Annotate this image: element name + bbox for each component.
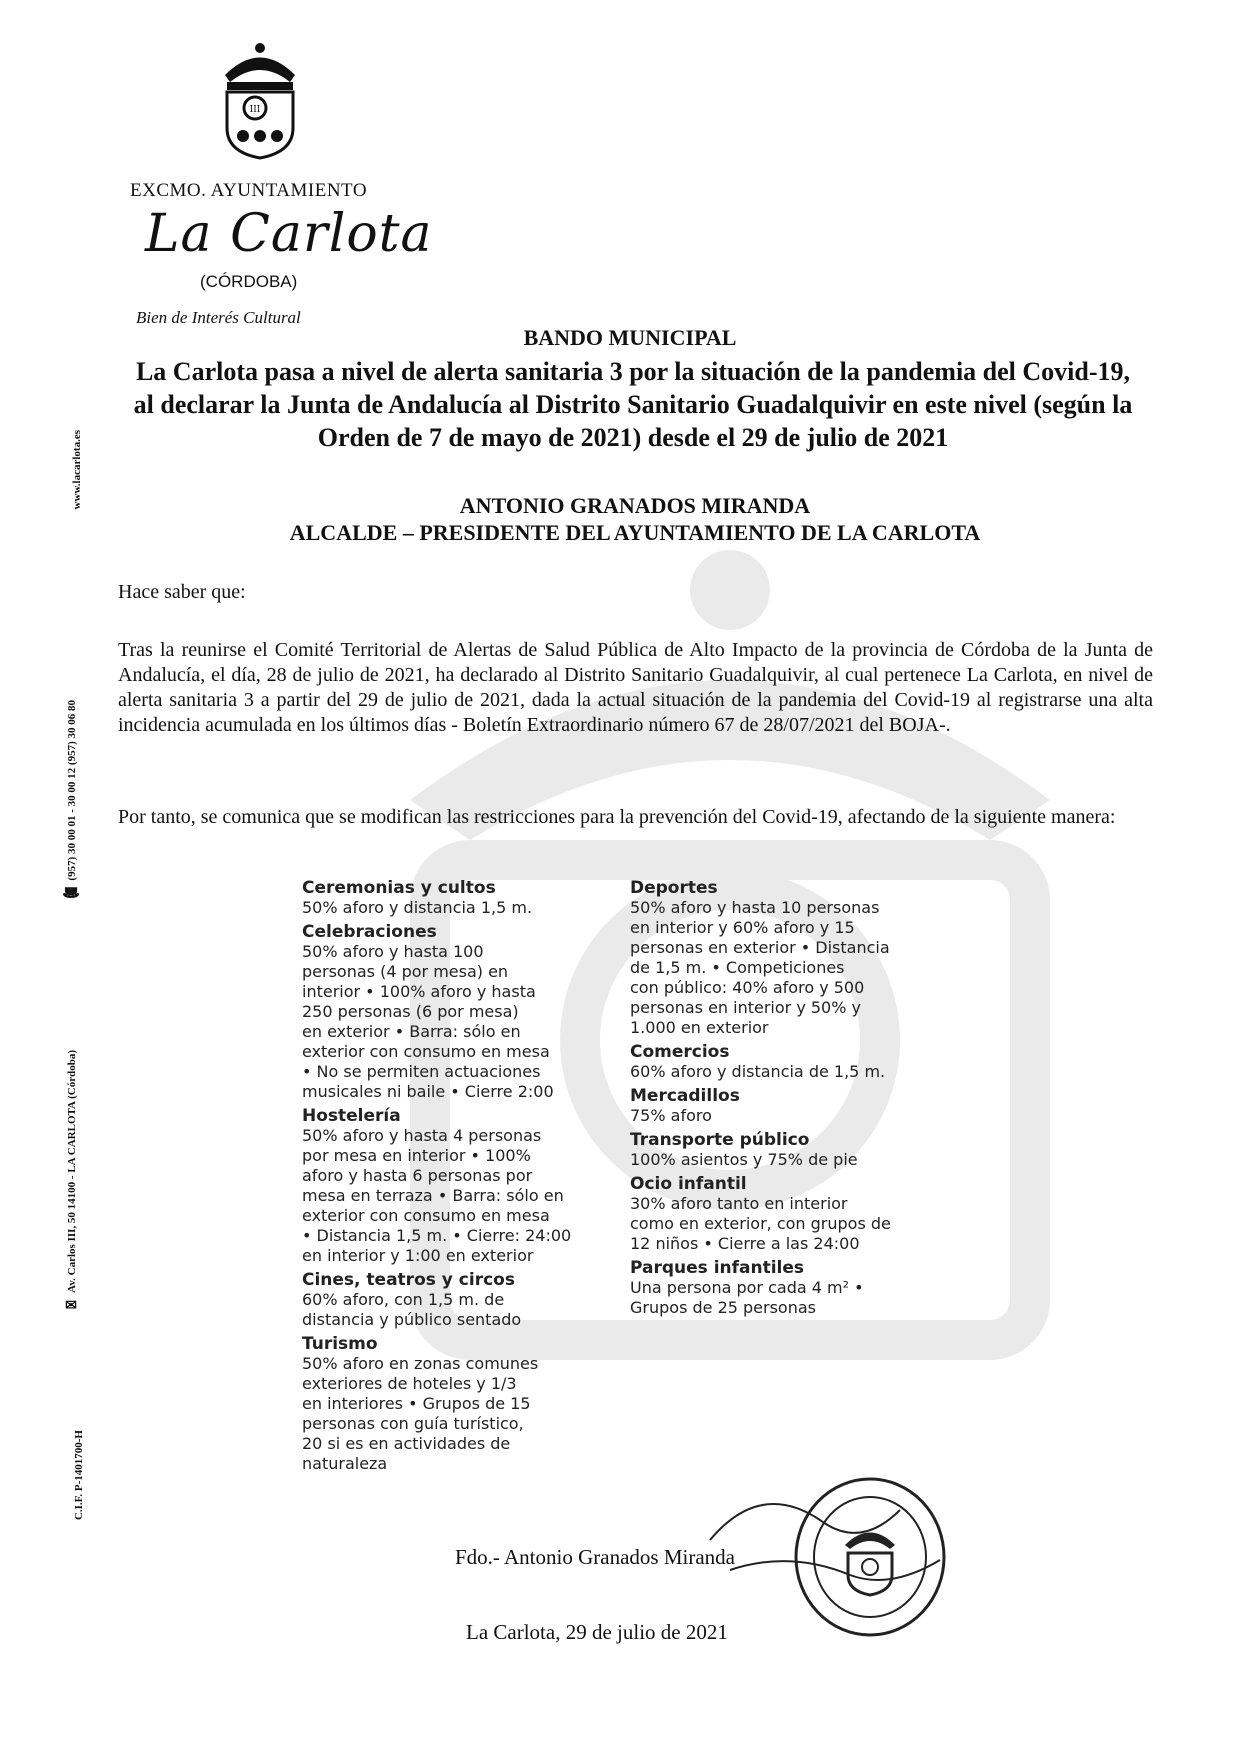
- restriction-text: 60% aforo, con 1,5 m. de distancia y público sentado: [302, 1290, 522, 1329]
- restriction-item: [302, 1270, 602, 1330]
- restriction-item: [302, 1106, 602, 1266]
- side-addr-line2: 14100 - LA CARLOTA (Córdoba): [66, 1050, 78, 1210]
- mayor-block: [0, 492, 1240, 546]
- restriction-text: 50% aforo y hasta 100 personas (4 por mesa) en interior • 100% aforo y hasta 250 personas (6 por mesa) en exterior • Barra: sólo en exterior con consumo en mesa • No se permiten actuaciones musicales ni baile • Cierre 2:00: [302, 942, 554, 1101]
- restriction-text: 100% asientos y 75% de pie: [630, 1150, 858, 1169]
- restriction-item: [630, 1086, 930, 1126]
- letterhead-tagline: Bien de Interés Cultural: [136, 308, 301, 327]
- restriction-text: 50% aforo y hasta 10 personas en interior y 60% aforo y 15 personas en exterior • Distancia de 1,5 m. • Competiciones con público: 40% aforo y 500 personas en interior y 50% y 1.000 en exterior: [630, 898, 890, 1037]
- restriction-text: 30% aforo tanto en interior como en exterior, con grupos de 12 niños • Cierre a las 24:00: [630, 1194, 891, 1253]
- restriction-item: [302, 878, 602, 918]
- mayor-role: ALCALDE – PRESIDENTE DEL AYUNTAMIENTO DE LA CARLOTA: [289, 520, 981, 545]
- bando-title: La Carlota pasa a nivel de alerta sanitaria 3 por la situación de la pandemia del Covid-19, al declarar la Junta de Andalucía al Distrito Sanitario Guadalquivir en este nivel (según la Orden de 7 de mayo de 2021) desde el 29 de julio de 2021: [133, 357, 1133, 452]
- side-address: [65, 1050, 79, 1316]
- letterhead-title: EXCMO. AYUNTAMIENTO: [130, 180, 368, 201]
- letterhead-province: (CÓRDOBA): [200, 272, 298, 291]
- restriction-item: [630, 878, 930, 1038]
- restriction-title: Ceremonias y cultos: [302, 878, 496, 898]
- phone-icon: ☎: [64, 883, 79, 900]
- restriction-text: 75% aforo: [630, 1106, 712, 1125]
- side-addr-line1: Av. Carlos III, 50: [66, 1212, 78, 1293]
- side-phone-line1: (957) 30 00 01 - 30 00 12: [66, 767, 78, 881]
- coat-of-arms-logo: [215, 40, 305, 160]
- restriction-title: Celebraciones: [302, 922, 437, 942]
- restriction-text: 50% aforo y distancia 1,5 m.: [302, 898, 533, 917]
- restriction-title: Comercios: [630, 1042, 730, 1062]
- main-paragraph: Tras la reunirse el Comité Territorial de Alertas de Salud Pública de Alto Impacto de la provincia de Córdoba de la Junta de Andalucía, el día, 28 de julio de 2021, ha declarado al Distrito Sanitario Guadalquivir, al cual pertenece La Carlota, en nivel de alerta sanitaria 3 a partir del 29 de julio de 2021, dada la actual situación de la pandemia del Covid-19 al registrarse una alta incidencia acumulada en los últimos días - Boletín Extraordinario número 67 de 28/07/2021 del BOJA-.: [118, 639, 1153, 736]
- restriction-title: Deportes: [630, 878, 718, 898]
- document-date: La Carlota, 29 de julio de 2021: [466, 1620, 728, 1644]
- restriction-text: 50% aforo en zonas comunes exteriores de hoteles y 1/3 en interiores • Grupos de 15 personas con guía turístico, 20 si es en actividades de naturaleza: [302, 1354, 539, 1473]
- restriction-item: [630, 1258, 930, 1318]
- signature-line: Fdo.- Antonio Granados Miranda: [455, 1545, 735, 1569]
- restriction-text: 60% aforo y distancia de 1,5 m.: [630, 1062, 886, 1081]
- restriction-title: Cines, teatros y circos: [302, 1270, 515, 1290]
- mail-icon: ✉: [64, 1295, 79, 1312]
- svg-text:III: III: [249, 105, 261, 115]
- letterhead-town-name: La Carlota: [145, 204, 433, 264]
- bando-heading: BANDO MUNICIPAL: [523, 325, 737, 350]
- measures-paragraph: Por tanto, se comunica que se modifican las restricciones para la prevención del Covid-19, afectando de la siguiente manera:: [118, 806, 1116, 828]
- restrictions-left-column: [302, 878, 602, 1478]
- restriction-item: [630, 1130, 930, 1170]
- restriction-item: [302, 922, 602, 1102]
- restrictions-right-column: [630, 878, 930, 1322]
- mayor-name: ANTONIO GRANADOS MIRANDA: [459, 493, 811, 518]
- restriction-item: [630, 1042, 930, 1082]
- restriction-item: [302, 1334, 602, 1474]
- restriction-text: Una persona por cada 4 m² • Grupos de 25 personas: [630, 1278, 864, 1317]
- restriction-text: 50% aforo y hasta 4 personas por mesa en interior • 100% aforo y hasta 6 personas por mesa en terraza • Barra: sólo en exterior con consumo en mesa • Distancia 1,5 m. • Cierre: 24:00 en interior y 1:00 en exterior: [302, 1126, 572, 1265]
- side-phone-line2: (957) 30 06 80: [66, 700, 78, 766]
- side-website: www.lacarlota.es: [71, 430, 83, 510]
- restriction-item: [630, 1174, 930, 1254]
- side-phones: [65, 700, 79, 903]
- intro-paragraph: Hace saber que:: [118, 581, 246, 603]
- restriction-title: Turismo: [302, 1334, 378, 1354]
- official-seal-stamp: [790, 1475, 950, 1640]
- restriction-title: Transporte público: [630, 1130, 810, 1150]
- restriction-title: Ocio infantil: [630, 1174, 747, 1194]
- restriction-title: Mercadillos: [630, 1086, 740, 1106]
- restriction-title: Parques infantiles: [630, 1258, 805, 1278]
- restriction-title: Hostelería: [302, 1106, 401, 1126]
- side-cif: C.I.F. P-1401700-H: [73, 1430, 85, 1521]
